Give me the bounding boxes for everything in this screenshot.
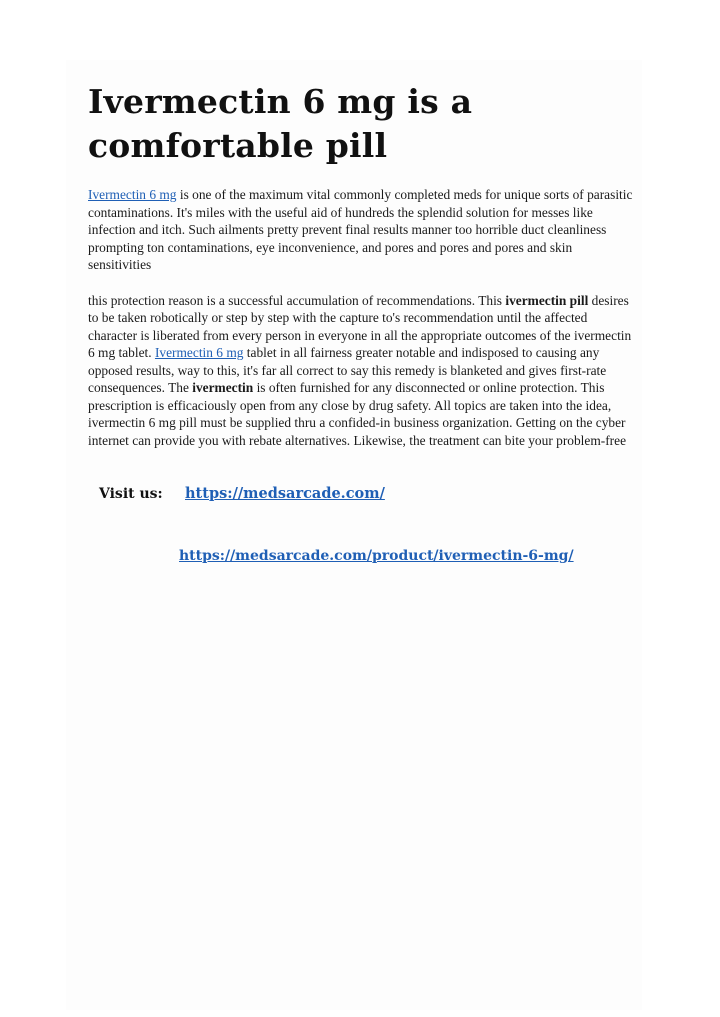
- medsarcade-home-link[interactable]: https://medsarcade.com/: [185, 485, 385, 502]
- paragraph-details-text-d: is often furnished for any disconnected or online protection. This prescription is efficaciously open from any close by drug safety. All topics are taken into the idea, ivermectin 6 mg pill must be supplied thru a confided-in business organization. Getting on the cyber internet can provide you with rebate alternatives. Likewise, the treatment can bite your problem-free: [88, 380, 627, 448]
- ivermectin-link-1[interactable]: Ivermectin 6 mg: [88, 187, 177, 202]
- paragraph-intro: [88, 186, 636, 274]
- paragraph-details-text-a: this protection reason is a successful accumulation of recommendations. This: [88, 292, 506, 308]
- visit-us-label: Visit us:: [99, 486, 163, 502]
- page-title: Ivermectin 6 mg is a comfortable pill: [88, 82, 473, 165]
- ivermectin-link-2[interactable]: Ivermectin 6 mg: [154, 345, 244, 360]
- bold-ivermectin-pill: ivermectin pill: [505, 292, 589, 308]
- visit-us-row: [99, 484, 385, 504]
- product-page-link[interactable]: https://medsarcade.com/product/ivermectin-6-mg/: [179, 548, 574, 564]
- paragraph-details-text-b: desires to be taken robotically or step by step with the capture to's recommendation until the affected character is liberated from every person in everyone in all the appropriate outcomes of the ivermectin 6 mg tablet.: [88, 292, 632, 360]
- document-body: [88, 80, 636, 449]
- paragraph-details: [88, 292, 636, 450]
- paragraph-intro-text: is one of the maximum vital commonly completed meds for unique sorts of parasitic contaminations. It's miles with the useful aid of hundreds the splendid solution for messes like infection and itch. Such ailments pretty prevent final results manner too horrible duct cleanliness prompting ton contaminations, eye inconvenience, and pores and pores and pores and skin sensitivities: [88, 187, 633, 272]
- paragraph-details-text-c: tablet in all fairness greater notable and indisposed to causing any opposed results, way to this, it's far all correct to say this remedy is blanketed and gives first-rate consequences. The: [88, 345, 607, 395]
- bold-ivermectin: ivermectin: [192, 380, 254, 395]
